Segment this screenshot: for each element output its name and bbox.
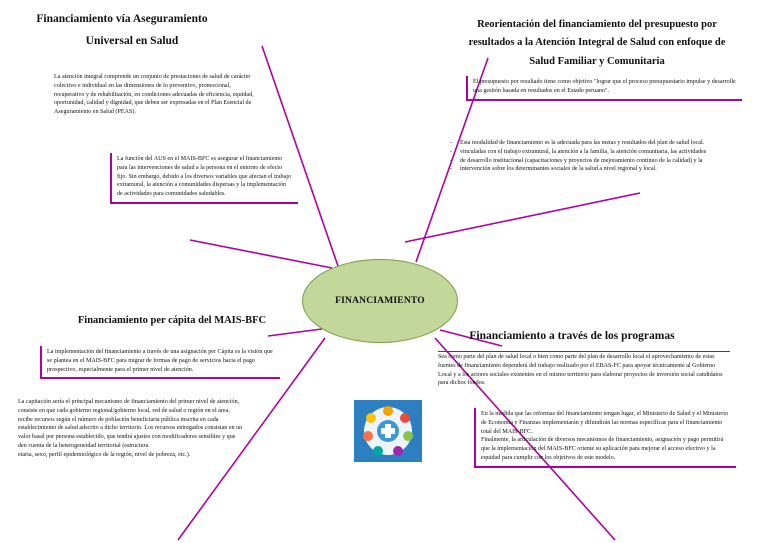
top-right-title-line3: Salud Familiar y Comunitaria [529, 55, 665, 67]
top-left-title-line2: Universal en Salud [85, 34, 179, 47]
bottom-right-paragraph-2: En la medida que las reformas del financiamiento tengan lugar, el Ministerio de Salud y el Ministerio de Economía y Finanzas implementarán y difundirán las normas específicas para el financiamiento total del MAIS-BFC. [481, 411, 728, 435]
top-right-bullet: - Esta modalidad de financiamiento es la adecuada para las metas y resultados del plan de salud local. [460, 139, 762, 148]
top-left-paragraph-2: La función del AUS en el MAIS-BFC es asegurar el financiamiento para las intervenciones de salud a la persona en el entorno de efecto fijo. Sin embargo, debido a los diversos variables que afectan el trabajo extramural, la atención a comunidades dispersas y la implementación de actividades para comunidades saludables. [110, 153, 298, 204]
bottom-right-paragraph-2-box [474, 408, 736, 468]
bottom-left-paragraph-2-end: etaria, sexo, perfil epidemiológico de la región, nivel de pobreza, etc.). [18, 451, 191, 458]
center-node [302, 259, 458, 343]
center-label: FINANCIAMIENTO [335, 296, 425, 306]
bottom-left-paragraph-1: La implementación del financiamiento a través de una asignación per Cápita es la visión que se plantea en el MAIS-BFC para migrar de formas de pago de servicios hacia el pago prospectivo, especialmente para el primer nivel de atención. [40, 346, 280, 379]
top-right-title-line1: Reorientación del financiamiento del presupuesto por [477, 19, 717, 30]
top-left-paragraph-1: La atención integral comprende un conjunto de prestaciones de salud de carácter colectivo e individual en las dimensiones de lo preventivo, promocional, recuperativo y de rehabilitación, en condiciones adecuadas de eficiencia, equidad, oportunidad, calidad y dignidad, que deben ser expresadas en el Plan Esencial de Aseguramiento en Salud (PEAS). [54, 74, 254, 116]
top-right-title-line2: resultados a la Atención Integral de Salud con enfoque de [468, 37, 726, 49]
top-left-title [22, 9, 222, 53]
top-right-bullet-list [450, 139, 762, 174]
top-left-title-line1: Financiamiento vía Aseguramiento [36, 13, 208, 25]
top-right-intro: El presupuesto por resultado tiene como objetivo "lograr que el proceso presupuestario impulse y desarrolle una gestión basada en resultados en el Estado peruano". [466, 76, 742, 101]
connector-left-inner [190, 240, 332, 268]
bottom-right-title: Financiamiento a través de los programas [469, 330, 675, 342]
bottom-right-paragraph-3: Finalmente, la articulación de diversos mecanismos de financiamiento, asignación y pago permitirá que la implementación del MAIS-BFC oriente su aplicación para mejorar el acceso efectivo y la equidad para cumplir con los objetivos de este modelo. [481, 437, 724, 462]
connector-right-inner [405, 193, 640, 242]
community-health-icon [354, 400, 422, 462]
bottom-left-paragraph-2-body: La capitación sería el principal mecanismo de financiamiento del primer nivel de atención, consiste en que cada gobierno regional/gobierno local, red de salud o región en el área, recibe recursos según el número de población beneficiaria pública inscrita en cada establecimiento de salud adscrito a dicho territorio. Los recursos entregados consistan en un valor basal por persona establecido, que tendrá ajustes con modificadores sensibles y que den cuenta de la heterogeneidad territorial (estructura [18, 399, 243, 450]
bottom-right-paragraph-1: Sea como parte del plan de salud local o bien como parte del plan de desarrollo local el aprovechamiento de estas fuentes de financiamiento dependerá del trabajo realizado por el EBAS-FC para apoyar técnicamente al Gobierno Local y a los actores sociales existentes en el mismo territorio para elaborar proyectos de inversión social candidatos para dichos fondos. [438, 351, 730, 388]
top-right-bullet: - de desarrollo institucional (capacitaciones y proyectos de mejoramiento continuo de la calidad) y la [460, 157, 762, 166]
top-right-title [452, 16, 742, 71]
top-right-bullet: - intervención sobre los determinantes sociales de la salud a nivel regional y local. [460, 165, 762, 174]
bottom-left-paragraph-2 [18, 398, 244, 460]
bottom-left-title: Financiamiento per cápita del MAIS-BFC [77, 315, 267, 326]
top-right-bullet: - vinculadas con el trabajo extramural, la atención a la familia, la atención comunitaria, las actividades [460, 148, 762, 157]
